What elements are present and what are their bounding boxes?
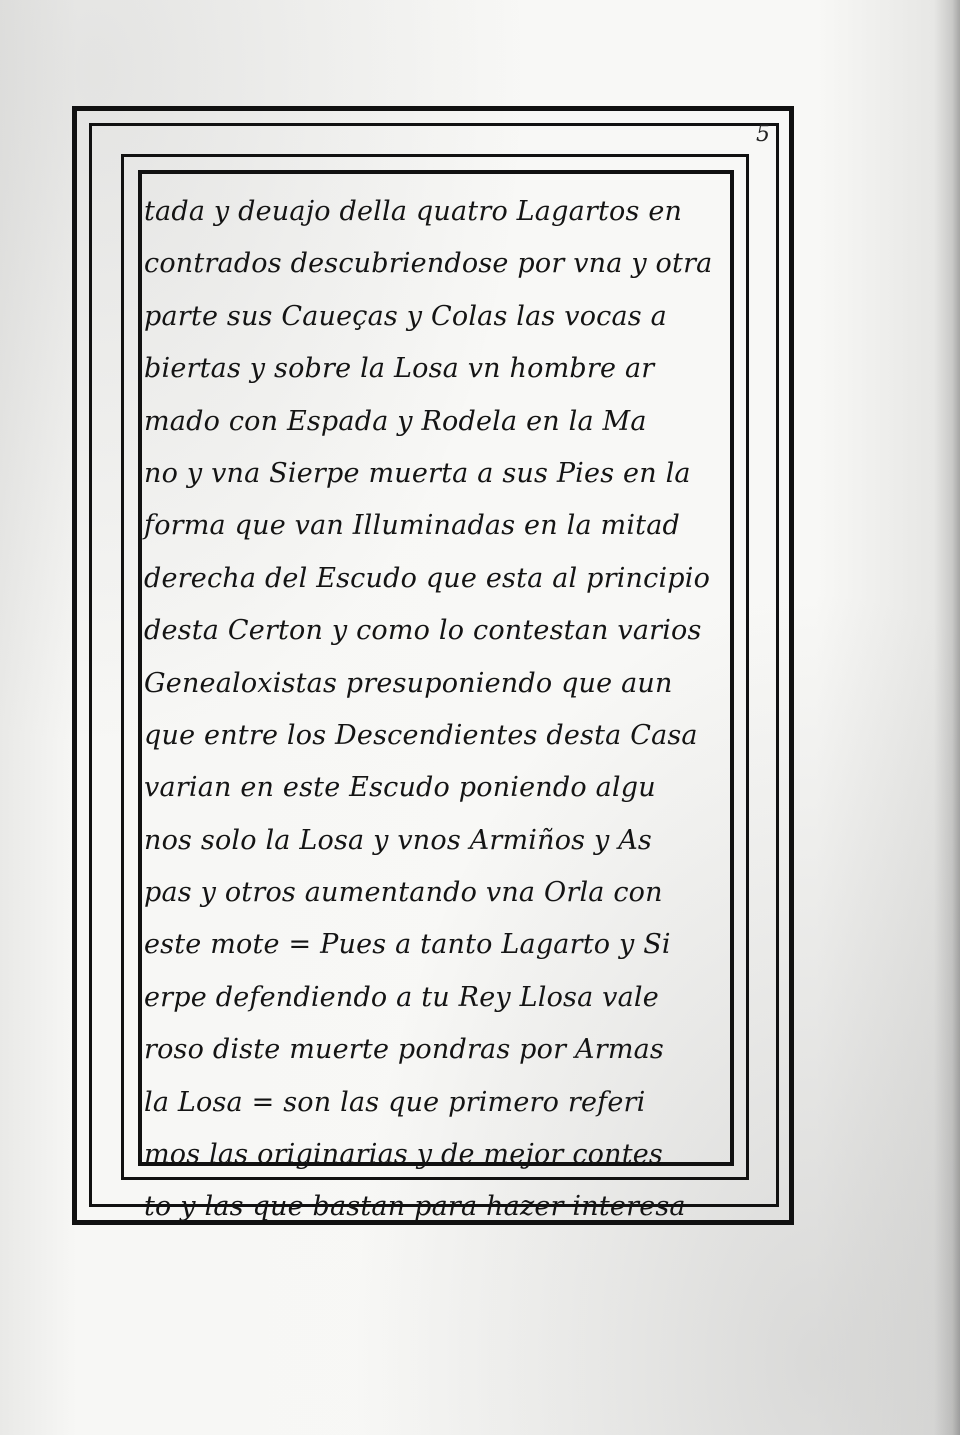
text-line: que entre los Descendientes desta Casa: [144, 719, 698, 751]
text-line: roso diste muerte pondras por Armas: [144, 1034, 664, 1066]
text-line: este mote = Pues a tanto Lagarto y Si: [144, 929, 671, 961]
text-line: parte sus Caueças y Colas las vocas a: [144, 300, 667, 332]
text-line: mos las originarias y de mejor contes: [144, 1139, 663, 1171]
text-line: varian en este Escudo poniendo algu: [144, 772, 656, 804]
text-line: tada y deuajo della quatro Lagartos en: [144, 196, 683, 227]
text-line: nos solo la Losa y vnos Armiños y As: [144, 824, 652, 856]
text-line: desta Certon y como lo contestan varios: [144, 615, 702, 647]
text-line: contrados descubriendose por vna y otra: [144, 248, 713, 280]
text-line: la Losa = son las que primero referi: [144, 1086, 646, 1118]
text-line: derecha del Escudo que esta al principio: [144, 562, 711, 594]
text-line: Genealoxistas presuponiendo que aun: [144, 667, 673, 699]
text-line: pas y otros aumentando vna Orla con: [144, 877, 663, 909]
folio-number: 5: [756, 122, 770, 147]
text-line: forma que van Illuminadas en la mitad: [144, 510, 680, 542]
text-line: mado con Espada y Rodela en la Ma: [144, 405, 647, 437]
text-line: to y las que bastan para hazer interesa: [144, 1191, 686, 1223]
manuscript-text: [144, 186, 764, 1234]
text-line: biertas y sobre la Losa vn hombre ar: [144, 353, 655, 385]
text-line: erpe defendiendo a tu Rey Llosa vale: [144, 981, 659, 1013]
page-edge-shadow: [934, 0, 960, 1435]
text-line: no y vna Sierpe muerta a sus Pies en la: [144, 457, 691, 489]
